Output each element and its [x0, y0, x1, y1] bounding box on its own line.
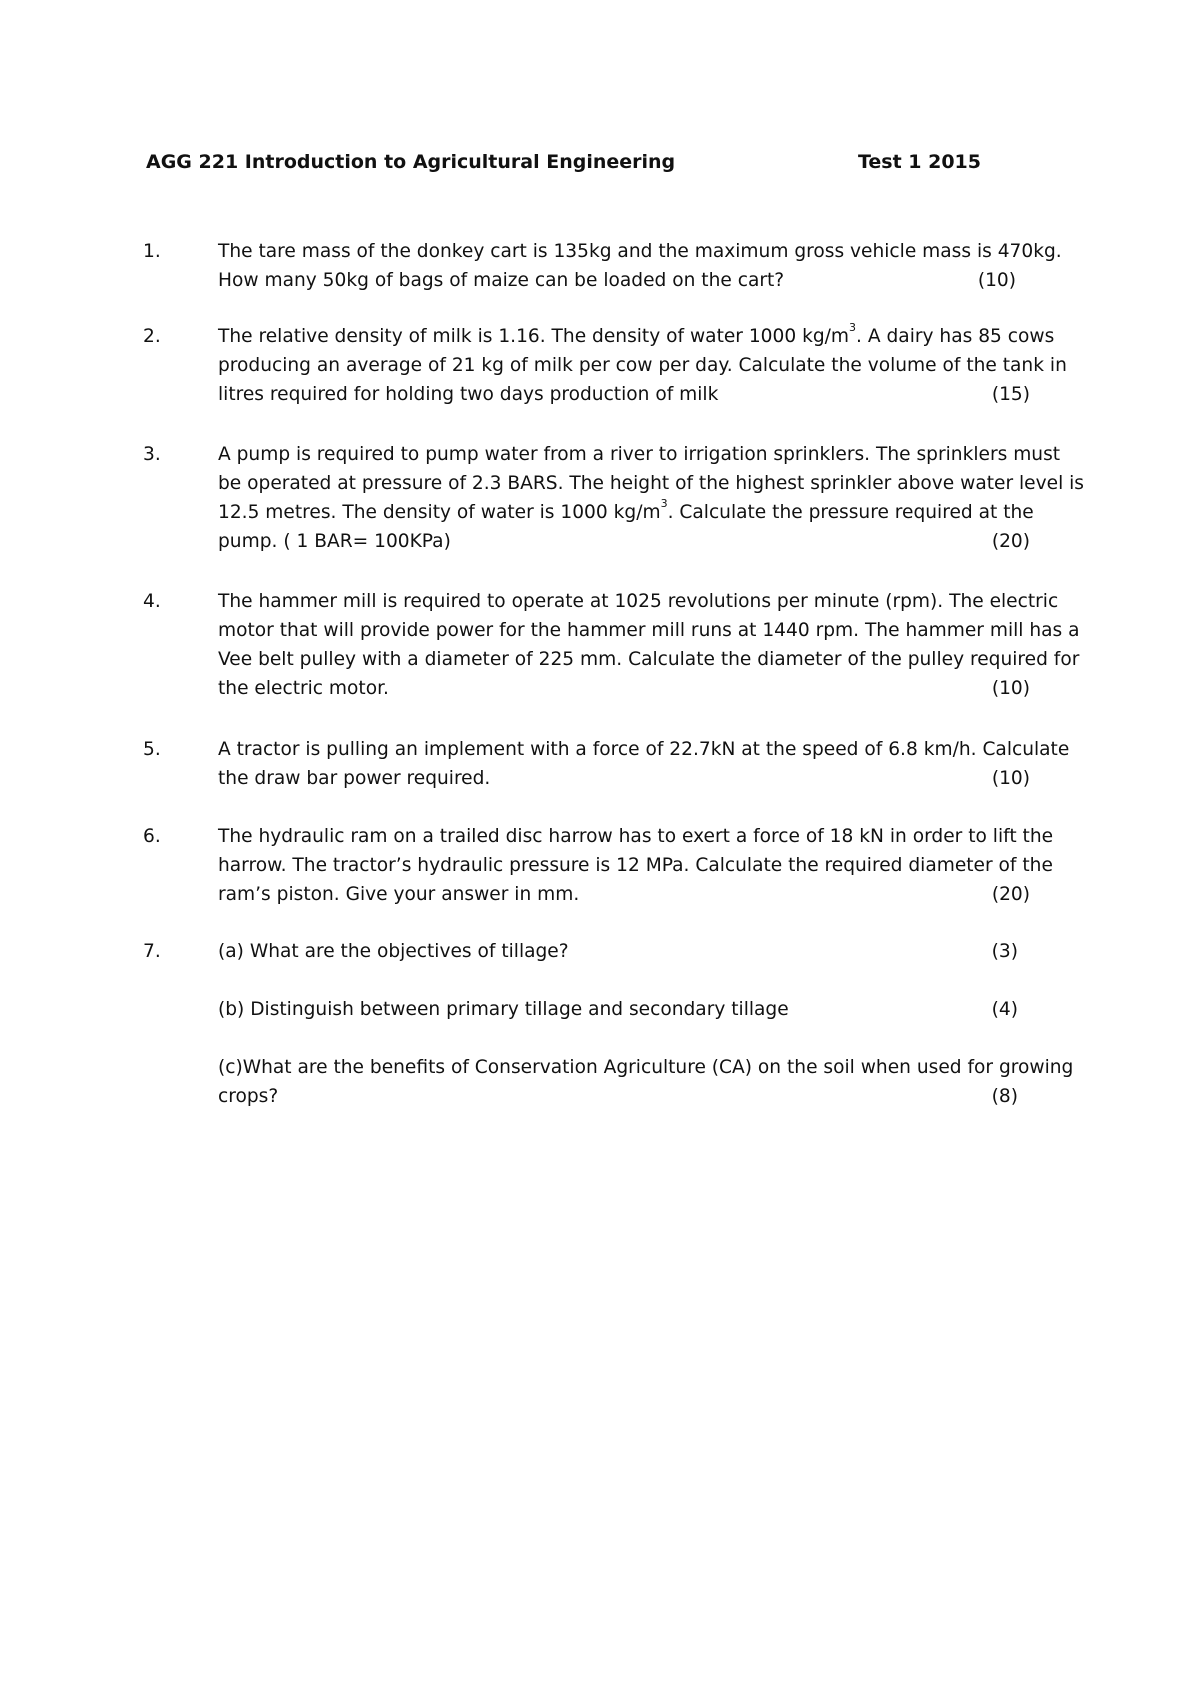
exam-header	[146, 147, 981, 177]
question-line: The hammer mill is required to operate at 1025 revolutions per minute (rpm). The electric	[218, 591, 1059, 612]
question-6	[143, 822, 1054, 909]
question-number: 7.	[143, 941, 161, 962]
test-label: Test 1 2015	[857, 151, 981, 173]
question-part-a	[176, 937, 1052, 966]
question-marks: (15)	[991, 384, 1030, 405]
question-marks: (8)	[991, 1086, 1018, 1107]
question-line: How many 50kg of bags of maize can be loaded on the cart? (10)	[176, 266, 1016, 295]
question-line: producing an average of 21 kg of milk per cow per day. Calculate the volume of the tank in	[218, 355, 1067, 376]
question-part-b	[176, 995, 1052, 1024]
question-7	[143, 937, 1074, 1111]
question-4	[143, 587, 1080, 703]
question-line: harrow. The tractor’s hydraulic pressure is 12 MPa. Calculate the required diameter of the	[218, 855, 1053, 876]
question-number: 4.	[143, 591, 161, 612]
question-number: 3.	[143, 444, 161, 465]
question-line: A tractor is pulling an implement with a force of 22.7kN at the speed of 6.8 km/h. Calculate	[218, 739, 1070, 760]
question-marks: (3)	[991, 941, 1018, 962]
question-3	[143, 440, 1084, 556]
question-line: Vee belt pulley with a diameter of 225 mm. Calculate the diameter of the pulley required for	[218, 649, 1080, 670]
question-2	[143, 320, 1067, 409]
question-marks: (4)	[991, 999, 1018, 1020]
question-line: (c)What are the benefits of Conservation Agriculture (CA) on the soil when used for growing	[218, 1057, 1074, 1078]
question-line: pump. ( 1 BAR= 100KPa) (20)	[176, 527, 1030, 556]
question-line: ram’s piston. Give your answer in mm. (20)	[176, 880, 1030, 909]
question-line: 12.5 metres. The density of water is 1000 $kg/m^3$. Calculate the pressure required at the	[218, 496, 1034, 523]
question-number: 5.	[143, 739, 161, 760]
question-line: The relative density of milk is 1.16. The density of water 1000 $kg/m^3$. A dairy has 85 cows	[218, 320, 1055, 347]
question-marks: (10)	[977, 270, 1016, 291]
question-number: 6.	[143, 826, 161, 847]
question-line: (a) What are the objectives of tillage? (3)	[176, 937, 1018, 966]
question-marks: (20)	[991, 884, 1030, 905]
question-line: crops? (8)	[176, 1082, 1018, 1111]
question-line: (b) Distinguish between primary tillage and secondary tillage (4)	[176, 995, 1018, 1024]
question-number: 1.	[143, 241, 161, 262]
question-line: A pump is required to pump water from a river to irrigation sprinklers. The sprinklers must	[218, 444, 1061, 465]
superscript: 3	[849, 320, 857, 334]
question-number: 2.	[143, 326, 161, 347]
question-line: litres required for holding two days production of milk (15)	[176, 380, 1030, 409]
question-part-c	[176, 1053, 1074, 1111]
question-marks: (10)	[991, 768, 1030, 789]
question-line: The tare mass of the donkey cart is 135kg and the maximum gross vehicle mass is 470kg.	[218, 241, 1062, 262]
question-marks: (20)	[991, 531, 1030, 552]
question-line: the electric motor. (10)	[176, 674, 1030, 703]
question-line: The hydraulic ram on a trailed disc harrow has to exert a force of 18 kN in order to lift the	[218, 826, 1054, 847]
question-1	[143, 237, 1062, 295]
question-line: motor that will provide power for the hammer mill runs at 1440 rpm. The hammer mill has a	[218, 620, 1080, 641]
question-line: be operated at pressure of 2.3 BARS. The height of the highest sprinkler above water level is	[218, 473, 1084, 494]
question-line: the draw bar power required. (10)	[176, 764, 1030, 793]
superscript: 3	[660, 496, 668, 510]
question-5	[143, 735, 1070, 793]
question-marks: (10)	[991, 678, 1030, 699]
course-title: AGG 221 Introduction to Agricultural Engineering	[146, 151, 676, 173]
